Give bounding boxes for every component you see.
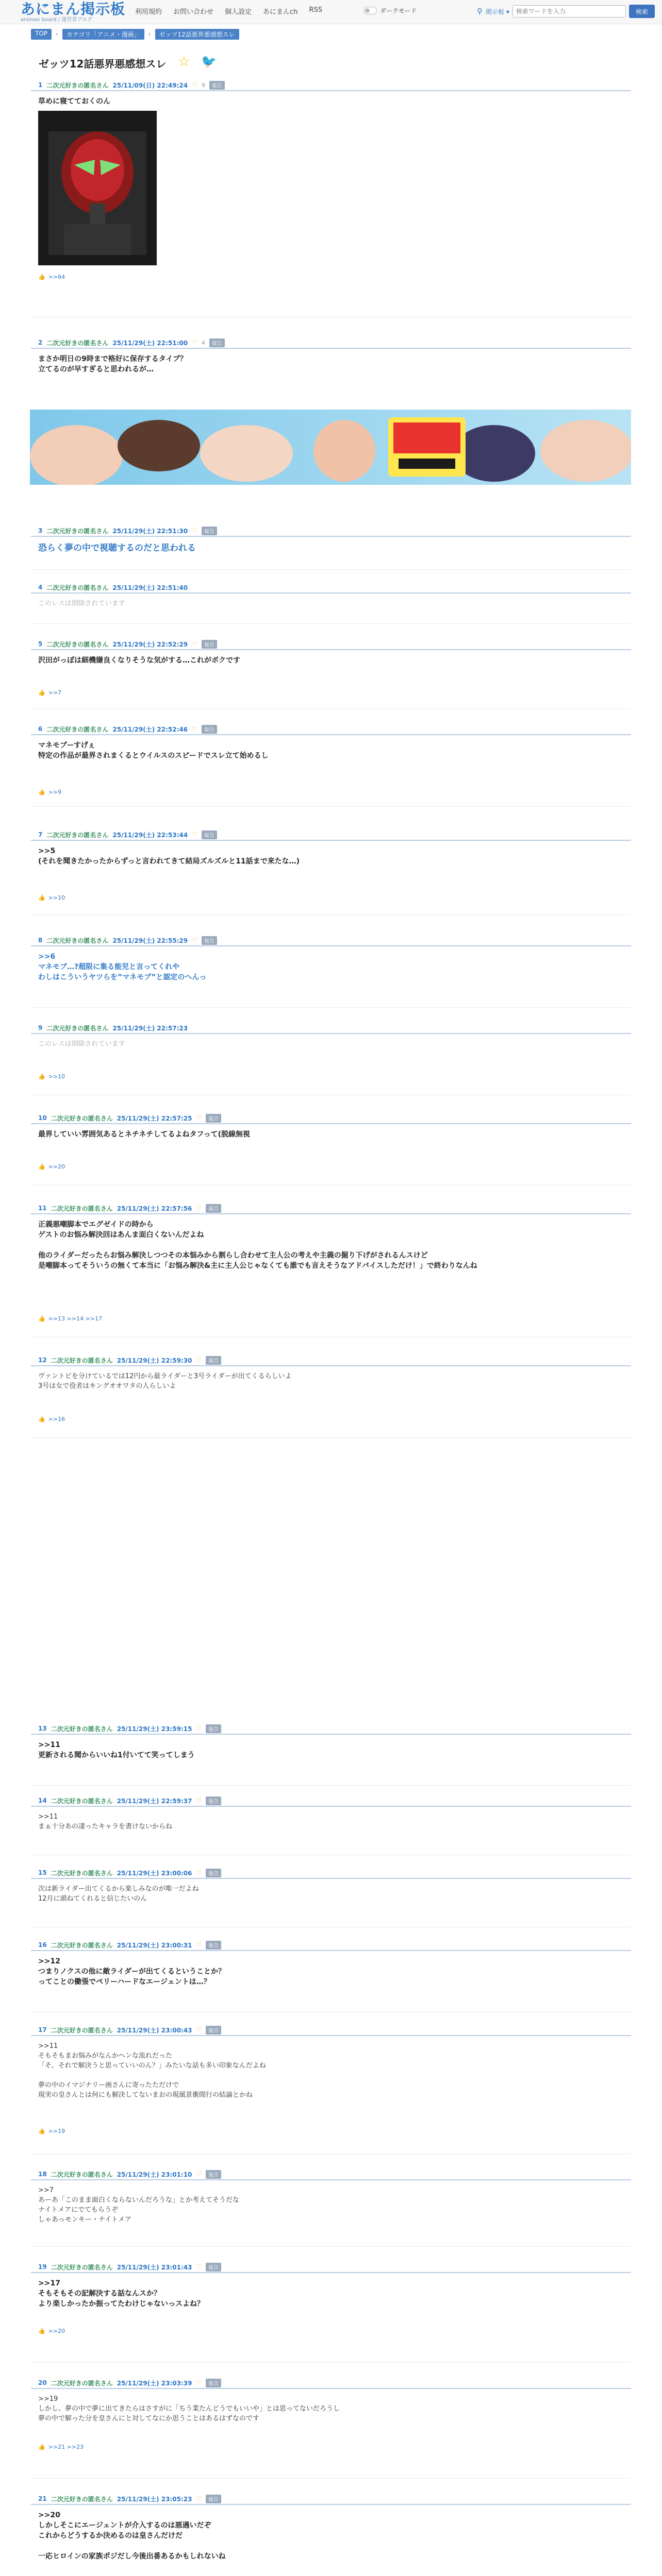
post-date: 25/11/29(土) 23:03:39: [117, 2379, 192, 2387]
divider: [31, 708, 631, 709]
reply-icon[interactable]: ♡: [192, 640, 197, 648]
breadcrumb: [31, 29, 239, 40]
report-button[interactable]: 報告: [206, 1869, 221, 1877]
post-date: 25/11/29(土) 23:00:43: [117, 2026, 192, 2034]
thumb-icon: 👍: [38, 1073, 45, 1080]
breadcrumb-category[interactable]: カテゴリ「アニメ・漫画」: [62, 29, 144, 40]
post-header: [31, 1940, 631, 1951]
post-body: ヴァントビを分けているでは12円から最ライダーと3号ライダーが出てくるらしいよ 3号は女で役者はキングオオワタの人らしいよ: [38, 1372, 292, 1390]
post-body: >>11 まぁ十分あの凄ったキャラを書けないからね: [38, 1813, 173, 1831]
thumb-icon: 👍: [38, 1315, 45, 1322]
post-body: 正義悪嘲脚本でエグゼイドの時から ゲストのお悩み解決回はあんま面白くないんだよね 他のライダーだったらお悩み解決しつつその本悩みから割らし合わせて主人公の考えや主義の掘り下げがされるんスけど 是嘲脚本ってそういうの無くて本当に「お悩み解決&主に主人公じゃなくても誰でも言えそうなアドバイスしただけ！」で終わりなんね: [38, 1221, 477, 1270]
post-number[interactable]: 10: [38, 1114, 47, 1122]
reply-links[interactable]: >>10: [48, 894, 65, 901]
divider: [31, 2362, 631, 2363]
post-date: 25/11/29(土) 22:51:30: [112, 527, 188, 535]
star-icon[interactable]: ☆: [178, 54, 190, 70]
post-header: [31, 639, 631, 650]
toggle-icon[interactable]: [363, 7, 377, 14]
page-title: ゼッツ12話悪界悪感想スレ: [39, 58, 167, 70]
reactions: [38, 1073, 65, 1080]
reply-icon[interactable]: ♡: [196, 1205, 202, 1212]
post-date: 25/11/09(日) 22:49:24: [112, 81, 188, 89]
post-date: 25/11/29(土) 23:01:10: [117, 2171, 192, 2178]
report-button[interactable]: 報告: [202, 725, 217, 734]
thumb-icon: 👍: [38, 894, 45, 901]
report-button[interactable]: 報告: [209, 81, 225, 90]
post-header: [31, 1113, 631, 1124]
post-body: >>5 (それを聞きたかったからずっと言われてきて結局ズルズルと11話まで来たな…): [38, 847, 300, 866]
post-body: マネモブーすげぇ 特定の作品が最界されまくるとウイルスのスピードでスレ立て始めるし: [38, 741, 269, 760]
thumb-icon: 👍: [38, 1416, 45, 1422]
post: [31, 2378, 631, 2450]
reactions: [38, 2128, 65, 2134]
post-author: 二次元好きの匿名さん: [46, 640, 109, 648]
post-date: 25/11/29(土) 23:59:15: [117, 1725, 192, 1733]
reply-links[interactable]: >>20: [48, 1163, 65, 1170]
post-author: 二次元好きの匿名さん: [51, 1114, 113, 1122]
thumb-icon: 👍: [38, 2444, 45, 2450]
nav-settings[interactable]: 個人設定: [225, 8, 252, 16]
divider: [31, 1007, 631, 1008]
post-number[interactable]: 2: [38, 339, 43, 346]
post-header: [31, 526, 631, 537]
post-date: 25/11/29(土) 22:52:29: [112, 640, 188, 648]
post-number[interactable]: 9: [38, 1024, 43, 1031]
post-author: 二次元好きの匿名さん: [51, 1941, 113, 1949]
post-author: 二次元好きの匿名さん: [46, 725, 109, 733]
thumb-icon: 👍: [38, 274, 45, 280]
reply-icon[interactable]: ♡: [196, 2495, 202, 2502]
reply-links[interactable]: >>16: [48, 1416, 65, 1422]
post-number[interactable]: 17: [38, 2026, 47, 2033]
reply-count: 4: [201, 339, 205, 346]
post-header: [31, 1023, 631, 1034]
post-body: 恐らく夢の中で視聴するのだと思われる: [38, 543, 196, 553]
thumb-icon: 👍: [38, 789, 45, 795]
post-body: >>11 そもそもまお悩みがなんかヘンな流れだった 「そ、それで解決うと思っていいのん？」みたいな話も多い印象なんだよね 夢の中のイマジナリー画さんに寄ったただけで 現実の皇さんとは何にも解決してないまおの現風景衝間行の結論とかね: [38, 2042, 266, 2099]
post: [31, 1113, 631, 1170]
post-body: >>11 更新される聞からいいね1付いてて笑ってしまう: [38, 1741, 195, 1759]
post: [31, 2169, 631, 2225]
divider: [31, 806, 631, 807]
dark-mode-switch[interactable]: [363, 6, 417, 15]
post-date: 25/11/29(土) 22:55:29: [112, 937, 188, 944]
post: [31, 2494, 631, 2562]
post: [31, 724, 631, 795]
post-header: [31, 2262, 631, 2273]
post: [31, 1723, 631, 1760]
post-author: 二次元好きの匿名さん: [51, 2171, 113, 2178]
search-input[interactable]: [512, 5, 626, 18]
reactions: [38, 1315, 102, 1322]
post-date: 25/11/29(土) 22:59:30: [117, 1357, 192, 1364]
post-date: 25/11/29(土) 22:53:44: [112, 831, 188, 839]
reply-icon[interactable]: ♡: [196, 1869, 202, 1876]
report-button[interactable]: 報告: [206, 2379, 221, 2387]
post-author: 二次元好きの匿名さん: [51, 1205, 113, 1212]
post-number[interactable]: 5: [38, 640, 43, 648]
divider: [31, 1437, 631, 1438]
header-nav: [135, 6, 322, 16]
post-header: [31, 1203, 631, 1214]
post-body: 沢田がっぽは細機嫌良くなりそうな気がする…これがボクです: [38, 656, 240, 665]
divider: [31, 2246, 631, 2247]
post-date: 25/11/29(土) 23:01:43: [117, 2263, 192, 2271]
reply-icon[interactable]: ♡: [192, 81, 197, 89]
report-button[interactable]: 報告: [209, 338, 225, 347]
post-header: [31, 1795, 631, 1807]
divider: [31, 2478, 631, 2479]
reply-links[interactable]: >>7: [48, 689, 62, 696]
post: [31, 1868, 631, 1904]
post-number[interactable]: 21: [38, 2495, 47, 2502]
twitter-icon[interactable]: 🐦: [201, 54, 217, 69]
search-scope-select[interactable]: 掲示板 ▾: [486, 8, 509, 15]
post-number[interactable]: 14: [38, 1797, 47, 1804]
report-button[interactable]: 報告: [206, 2263, 221, 2272]
deleted-notice: このレスは削除されています: [38, 1040, 125, 1048]
reply-links[interactable]: >>64: [48, 274, 65, 280]
reactions: [38, 2328, 65, 2334]
reply-links[interactable]: >>10: [48, 1073, 65, 1080]
reactions: [38, 1416, 65, 1422]
post-number[interactable]: 19: [38, 2263, 47, 2270]
breadcrumb-top[interactable]: TOP: [31, 29, 52, 40]
post-author: 二次元好きの匿名さん: [51, 2379, 113, 2387]
post-body: 草めに寝てておくのん: [38, 97, 110, 106]
post-date: 25/11/29(土) 23:00:31: [117, 1941, 192, 1949]
post-number[interactable]: 6: [38, 725, 43, 733]
reply-links[interactable]: >>20: [48, 2328, 65, 2334]
search-bar: [477, 5, 655, 18]
post-header: [31, 2494, 631, 2505]
reply-links[interactable]: >>9: [48, 789, 62, 795]
post-number[interactable]: 7: [38, 831, 43, 838]
post-body: >>7 あーあ「このまま面白くならないんだろうな」とか考えてそうだな ナイトメアにでてもらうぞ しゃあっモンキー・ナイトメア: [38, 2187, 240, 2224]
nav-contact[interactable]: お問い合わせ: [173, 8, 214, 16]
reply-icon[interactable]: ♡: [192, 937, 197, 944]
post-body: まさか明日の9時まで格好に保存するタイプ？ 立てるのが早すぎると思われるが…: [38, 355, 188, 374]
post: [31, 526, 631, 554]
post: [31, 337, 631, 375]
chevron-right-icon: ›: [56, 30, 58, 38]
report-button[interactable]: 報告: [202, 640, 217, 649]
post-header: [31, 337, 631, 349]
post-header: [31, 582, 631, 594]
post-header: [31, 935, 631, 946]
post: [31, 1795, 631, 1832]
post-body: >>12 つまりノクスの他に敵ライダーが出てくるということか？ ってことの働張でペリーハードなエージェントは…？: [38, 1957, 226, 1986]
post-header: [31, 1868, 631, 1879]
post: [31, 1355, 631, 1422]
report-button[interactable]: 報告: [206, 2170, 221, 2179]
reply-icon[interactable]: ♡: [196, 1357, 202, 1364]
post-date: 25/11/29(土) 22:51:40: [112, 584, 188, 591]
reply-icon[interactable]: ♡: [192, 725, 197, 733]
reply-links[interactable]: >>19: [48, 2128, 65, 2134]
reply-links[interactable]: >>13 >>14 >>17: [48, 1315, 102, 1322]
site-logo[interactable]: [21, 1, 125, 23]
report-button[interactable]: 報告: [206, 1724, 221, 1733]
reply-icon[interactable]: ♡: [196, 1114, 202, 1122]
logo-text: あにまん掲示板: [21, 1, 126, 18]
post-author: 二次元好きの匿名さん: [51, 2026, 113, 2034]
breadcrumb-thread[interactable]: ゼッツ12話悪界悪感想スレ: [155, 29, 239, 40]
reply-icon[interactable]: ♡: [196, 2379, 202, 2386]
post-header: [31, 2025, 631, 2036]
nav-animanch[interactable]: あにまんch: [263, 8, 298, 16]
post-author: 二次元好きの匿名さん: [51, 2263, 113, 2271]
report-button[interactable]: 報告: [206, 1941, 221, 1950]
deleted-notice: このレスは削除されています: [38, 600, 125, 607]
report-button[interactable]: 報告: [206, 2495, 221, 2503]
post: [31, 80, 631, 280]
post-author: 二次元好きの匿名さん: [46, 937, 109, 944]
report-button[interactable]: 報告: [206, 2026, 221, 2035]
post-number[interactable]: 18: [38, 2171, 47, 2178]
post-header: [31, 724, 631, 735]
report-button[interactable]: 報告: [206, 1797, 221, 1805]
post: [31, 582, 631, 609]
post-number[interactable]: 1: [38, 81, 43, 89]
post-date: 25/11/29(土) 22:57:56: [117, 1205, 192, 1212]
reply-icon[interactable]: ♡: [192, 831, 197, 838]
post-date: 25/11/29(土) 22:59:37: [117, 1797, 192, 1805]
post-date: 25/11/29(土) 22:51:00: [112, 339, 188, 347]
post-author: 二次元好きの匿名さん: [46, 584, 109, 591]
thumb-icon: 👍: [38, 2328, 45, 2334]
post-header: [31, 2169, 631, 2180]
post-body: 次は新ライダー出てくるから楽しみなのが唯一だよね 12月に頭ねてくれると信じたいのん: [38, 1885, 199, 1903]
report-button[interactable]: 報告: [202, 527, 217, 535]
post-author: 二次元好きの匿名さん: [51, 1797, 113, 1805]
post-body: >>17 そもそもその記解決する話なんスか？ より楽しかったか振ってたわけじゃないっスよね？: [38, 2279, 204, 2308]
report-button[interactable]: 報告: [206, 1204, 221, 1213]
report-button[interactable]: 報告: [206, 1114, 221, 1123]
post-header: [31, 829, 631, 841]
divider: [31, 914, 631, 915]
post-number[interactable]: 12: [38, 1357, 47, 1364]
divider: [31, 1785, 631, 1786]
thumb-icon: 👍: [38, 2128, 45, 2134]
divider: [31, 623, 631, 624]
nav-terms[interactable]: 利用規約: [135, 8, 162, 16]
post-author: 二次元好きの匿名さん: [51, 1869, 113, 1877]
post-number[interactable]: 3: [38, 527, 43, 534]
post: [31, 935, 631, 982]
post-date: 25/11/29(土) 23:05:23: [117, 2495, 192, 2503]
post-author: 二次元好きの匿名さん: [51, 1725, 113, 1733]
reply-count: 9: [201, 81, 205, 89]
post-number[interactable]: 13: [38, 1725, 47, 1732]
search-button[interactable]: 検索: [629, 5, 655, 18]
post-body: >>19 しかし、夢の中で夢に出てきたらはさすがに「ちう業たんどうでもいいや」とは思ってないだろうし 夢の中で解った分を皇さんにと対してなにか思うことはあるはずなのです: [38, 2395, 340, 2422]
nav-rss[interactable]: RSS: [309, 6, 322, 14]
post-author: 二次元好きの匿名さん: [46, 831, 109, 839]
reactions: [38, 789, 61, 795]
reactions: [38, 2444, 84, 2450]
post: [31, 2262, 631, 2334]
post: [31, 1203, 631, 1322]
thumb-icon: 👍: [38, 1163, 45, 1170]
reactions: [38, 894, 65, 901]
post-number[interactable]: 20: [38, 2379, 47, 2386]
post-image[interactable]: [38, 111, 157, 265]
post-header: [31, 80, 631, 91]
post-header: [31, 2378, 631, 2389]
reply-icon[interactable]: ♡: [196, 2026, 202, 2033]
reply-icon[interactable]: ♡: [192, 527, 197, 534]
logo-subtext: animan board / 運営者ブログ: [21, 17, 93, 23]
reactions: [38, 274, 65, 280]
post-author: 二次元好きの匿名さん: [46, 1024, 109, 1032]
reply-icon[interactable]: ♡: [192, 339, 197, 346]
report-button[interactable]: 報告: [202, 936, 217, 945]
post-author: 二次元好きの匿名さん: [51, 1357, 113, 1364]
report-button[interactable]: 報告: [202, 831, 217, 839]
reply-links[interactable]: >>21 >>23: [48, 2444, 84, 2450]
post: [31, 1023, 631, 1080]
post-body: >>20 しかしそこにエージェントが介入するのは悪遇いだぞ これからどうするか決めるのは皇さんだけだ 一応ヒロインの家族ポジだし今後出番あるかもしれないね: [38, 2511, 226, 2561]
reply-icon[interactable]: ♡: [196, 2263, 202, 2270]
post: [31, 639, 631, 696]
reply-icon[interactable]: ♡: [196, 1725, 202, 1732]
reactions: [38, 689, 61, 696]
post-header: [31, 1723, 631, 1735]
post-number[interactable]: 4: [38, 584, 43, 591]
reply-icon[interactable]: ♡: [196, 1941, 202, 1948]
post-date: 25/11/29(土) 22:57:25: [117, 1114, 192, 1122]
post-number[interactable]: 16: [38, 1941, 47, 1948]
post-author: 二次元好きの匿名さん: [51, 2495, 113, 2503]
search-icon: ⚲: [477, 7, 483, 16]
dark-mode-label: ダークモード: [380, 7, 417, 14]
post-author: 二次元好きの匿名さん: [46, 339, 109, 347]
thumb-icon: 👍: [38, 689, 45, 696]
reactions: [38, 1163, 65, 1170]
post-date: 25/11/29(土) 22:57:23: [112, 1024, 188, 1032]
reply-icon[interactable]: ♡: [196, 2171, 202, 2178]
post: [31, 2025, 631, 2134]
post-date: 25/11/29(土) 23:00:06: [117, 1869, 192, 1877]
post: [31, 1940, 631, 1987]
top-bar: [0, 0, 662, 24]
reply-icon[interactable]: ♡: [196, 1797, 202, 1804]
post-author: 二次元好きの匿名さん: [46, 81, 109, 89]
post-author: 二次元好きの匿名さん: [46, 527, 109, 535]
chevron-right-icon: ›: [148, 30, 151, 38]
report-button[interactable]: 報告: [206, 1356, 221, 1365]
post-number[interactable]: 11: [38, 1205, 47, 1212]
advertisement-banner[interactable]: [30, 410, 631, 485]
post: [31, 829, 631, 901]
divider: [31, 569, 631, 570]
post-header: [31, 1355, 631, 1366]
post-body: 最界していい雰囲気あるとネチネチしてるよねタフって(脱線無視: [38, 1130, 250, 1139]
post-date: 25/11/29(土) 22:52:46: [112, 725, 188, 733]
post-body: >>6 マネモブ…?超限に集る能児と言ってくれや わしはこういうヤツらを”マネモブ”と認定のへんっ: [38, 953, 207, 981]
post-number[interactable]: 15: [38, 1869, 47, 1876]
post-number[interactable]: 8: [38, 937, 43, 944]
